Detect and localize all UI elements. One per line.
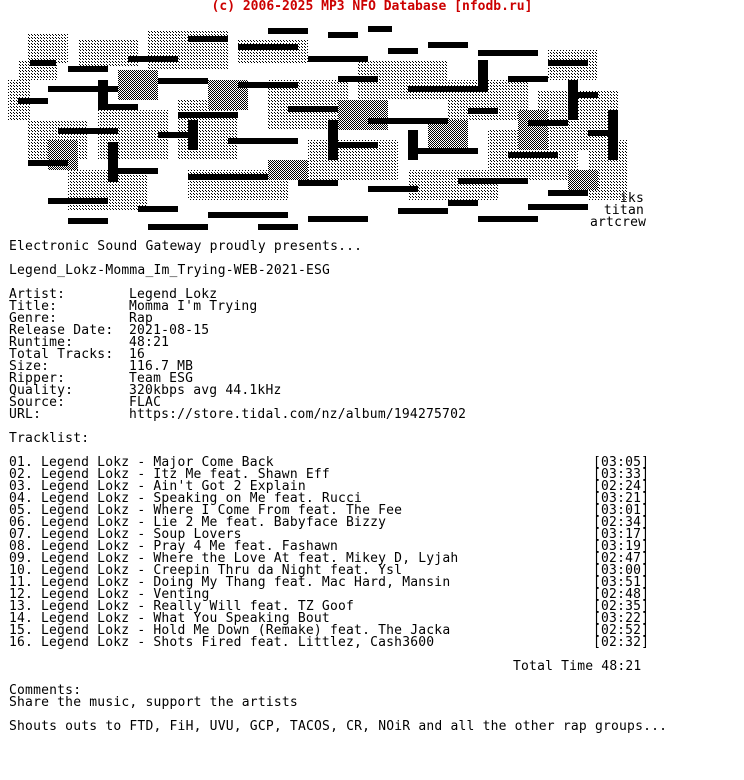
info-label: Genre:	[9, 311, 58, 326]
track-title: Legend Lokz - Major Come Back	[41, 455, 274, 470]
track-duration: [02:34]	[593, 515, 650, 530]
track-title: Legend Lokz - Doing My Thang feat. Mac Hard, Mansin	[41, 575, 451, 590]
esg-ascii-art-logo	[8, 20, 648, 230]
track-number: 15.	[9, 623, 34, 638]
info-label: Quality:	[9, 383, 74, 398]
track-number: 04.	[9, 491, 34, 506]
info-value: Rap	[129, 311, 154, 326]
track-title: Legend Lokz - Pray 4 Me feat. Fashawn	[41, 539, 338, 554]
art-credit-titan: titan	[603, 203, 644, 218]
art-credit-iks: iks	[619, 191, 644, 206]
info-value: 116.7 MB	[129, 359, 194, 374]
track-duration: [02:52]	[593, 623, 650, 638]
track-number: 12.	[9, 587, 34, 602]
info-value: 16	[129, 347, 146, 362]
info-value: 2021-08-15	[129, 323, 210, 338]
info-value: 320kbps avg 44.1kHz	[129, 383, 282, 398]
track-duration: [03:01]	[593, 503, 650, 518]
track-title: Legend Lokz - Where I Come From feat. The Fee	[41, 503, 403, 518]
track-number: 16.	[9, 635, 34, 650]
info-value: Legend Lokz	[129, 287, 218, 302]
track-number: 06.	[9, 515, 34, 530]
track-number: 03.	[9, 479, 34, 494]
comments-heading: Comments:	[9, 683, 82, 698]
track-number: 11.	[9, 575, 34, 590]
track-number: 13.	[9, 599, 34, 614]
track-title: Legend Lokz - What You Speaking Bout	[41, 611, 330, 626]
track-number: 01.	[9, 455, 34, 470]
track-duration: [03:05]	[593, 455, 650, 470]
track-title: Legend Lokz - Soup Lovers	[41, 527, 242, 542]
total-time: Total Time 48:21	[513, 659, 642, 674]
art-credit-artcrew: artcrew	[590, 215, 647, 230]
track-duration: [03:33]	[593, 467, 650, 482]
site-banner: (c) 2006-2025 MP3 NFO Database [nfodb.ru]	[211, 0, 533, 14]
info-label: Artist:	[9, 287, 66, 302]
track-title: Legend Lokz - Where the Love At feat. Mikey D, Lyjah	[41, 551, 459, 566]
track-duration: [03:00]	[593, 563, 650, 578]
info-label: Release Date:	[9, 323, 114, 338]
comments-text: Share the music, support the artists	[9, 695, 298, 710]
track-title: Legend Lokz - Creepin Thru da Night feat. Ysl	[41, 563, 403, 578]
info-value: Momma I'm Trying	[129, 299, 258, 314]
track-duration: [02:47]	[593, 551, 650, 566]
info-label: Ripper:	[9, 371, 66, 386]
track-duration: [03:51]	[593, 575, 650, 590]
track-title: Legend Lokz - Ain't Got 2 Explain	[41, 479, 306, 494]
info-value: FLAC	[129, 395, 162, 410]
track-number: 14.	[9, 611, 34, 626]
track-title: Legend Lokz - Hold Me Down (Remake) feat. The Jacka	[41, 623, 451, 638]
shouts-text: Shouts outs to FTD, FiH, UVU, GCP, TACOS, CR, NOiR and all the other rap groups...	[9, 719, 668, 734]
track-title: Legend Lokz - Shots Fired feat. Littlez, Cash3600	[41, 635, 435, 650]
track-title: Legend Lokz - Speaking on Me feat. Rucci	[41, 491, 363, 506]
track-number: 10.	[9, 563, 34, 578]
track-duration: [03:22]	[593, 611, 650, 626]
info-value: Team ESG	[129, 371, 194, 386]
track-number: 05.	[9, 503, 34, 518]
track-duration: [03:19]	[593, 539, 650, 554]
track-title: Legend Lokz - Venting	[41, 587, 210, 602]
tracklist-heading: Tracklist:	[9, 431, 90, 446]
track-duration: [02:24]	[593, 479, 650, 494]
info-label: Source:	[9, 395, 66, 410]
track-number: 09.	[9, 551, 34, 566]
track-title: Legend Lokz - Itz Me feat. Shawn Eff	[41, 467, 330, 482]
track-duration: [02:32]	[593, 635, 650, 650]
track-title: Legend Lokz - Really Will feat. TZ Goof	[41, 599, 355, 614]
info-label: Total Tracks:	[9, 347, 114, 362]
track-number: 08.	[9, 539, 34, 554]
info-label: Size:	[9, 359, 50, 374]
track-duration: [03:17]	[593, 527, 650, 542]
info-url-link[interactable]: https://store.tidal.com/nz/album/194275702	[129, 407, 467, 422]
track-duration: [02:35]	[593, 599, 650, 614]
track-title: Legend Lokz - Lie 2 Me feat. Babyface Bizzy	[41, 515, 387, 530]
track-duration: [03:21]	[593, 491, 650, 506]
track-duration: [02:48]	[593, 587, 650, 602]
intro-text: Electronic Sound Gateway proudly presents...	[9, 239, 363, 254]
track-number: 02.	[9, 467, 34, 482]
info-label: Runtime:	[9, 335, 74, 350]
release-name: Legend_Lokz-Momma_Im_Trying-WEB-2021-ESG	[9, 263, 331, 278]
info-label: URL:	[9, 407, 42, 422]
info-label: Title:	[9, 299, 58, 314]
info-value: 48:21	[129, 335, 170, 350]
track-number: 07.	[9, 527, 34, 542]
